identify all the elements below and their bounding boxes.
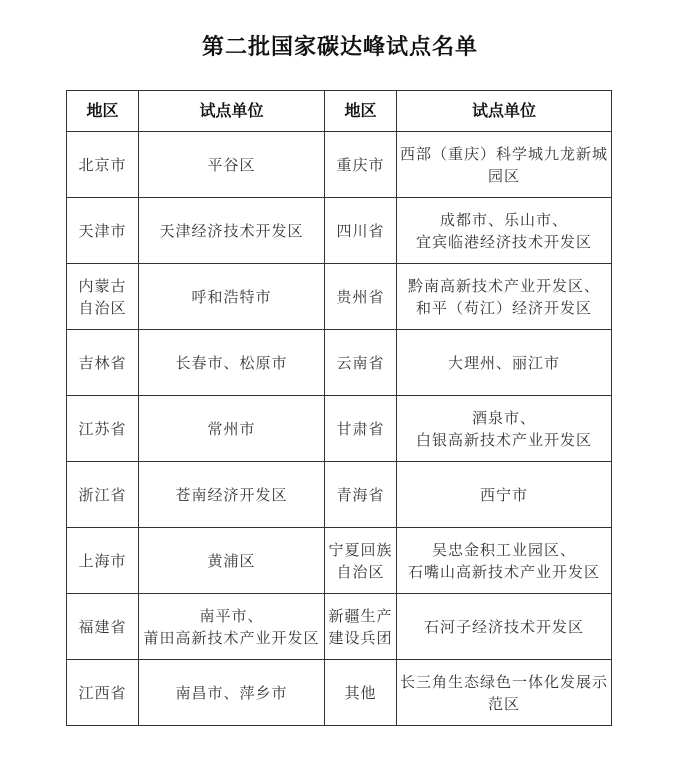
cell-text: 黄浦区 (207, 551, 256, 570)
pilot-unit-cell (139, 660, 325, 726)
region-cell (67, 132, 139, 198)
cell-text: 内蒙古 (78, 276, 127, 295)
header-pilot-unit: 试点单位 (139, 91, 325, 132)
pilot-unit-cell (139, 396, 325, 462)
cell-text: 浙江省 (78, 485, 127, 504)
header-region: 地区 (325, 91, 397, 132)
pilot-unit-cell (139, 198, 325, 264)
cell-text: 石嘴山高新技术产业开发区 (407, 562, 600, 581)
cell-text: 酒泉市、 (471, 408, 536, 427)
cell-text: 上海市 (78, 551, 127, 570)
pilot-unit-cell (139, 264, 325, 330)
pilot-unit-cell (397, 330, 612, 396)
pilot-unit-cell (139, 528, 325, 594)
cell-text: 和平（苟江）经济开发区 (415, 298, 592, 317)
region-cell (325, 330, 397, 396)
cell-text: 长春市、松原市 (175, 353, 288, 372)
cell-text: 天津市 (78, 221, 127, 240)
cell-text: 吉林省 (78, 353, 127, 372)
region-cell (325, 132, 397, 198)
cell-text: 白银高新技术产业开发区 (415, 430, 592, 449)
cell-text: 大理州、丽江市 (447, 353, 560, 372)
pilot-unit-cell (397, 528, 612, 594)
cell-text: 自治区 (336, 562, 385, 581)
pilot-unit-cell (397, 264, 612, 330)
region-cell (67, 594, 139, 660)
cell-text: 贵州省 (336, 287, 385, 306)
pilot-unit-cell (139, 330, 325, 396)
region-cell (67, 528, 139, 594)
region-cell (67, 462, 139, 528)
cell-text: 平谷区 (207, 155, 256, 174)
table-row (67, 264, 612, 330)
cell-text: 自治区 (78, 298, 127, 317)
pilot-unit-cell (139, 462, 325, 528)
pilot-list-table (66, 90, 612, 726)
region-cell (67, 264, 139, 330)
cell-text: 甘肃省 (336, 419, 385, 438)
cell-text: 天津经济技术开发区 (159, 221, 304, 240)
cell-text: 江苏省 (78, 419, 127, 438)
pilot-unit-cell (397, 396, 612, 462)
region-cell (325, 198, 397, 264)
pilot-unit-cell (397, 594, 612, 660)
table-row (67, 198, 612, 264)
cell-text: 宁夏回族 (328, 540, 393, 559)
cell-text: 西宁市 (479, 485, 528, 504)
cell-text: 常州市 (207, 419, 256, 438)
table-header-row (67, 91, 612, 132)
cell-text: 呼和浩特市 (191, 287, 272, 306)
pilot-unit-cell (139, 132, 325, 198)
region-cell (325, 660, 397, 726)
cell-text: 其他 (344, 683, 377, 702)
cell-text: 苍南经济开发区 (175, 485, 288, 504)
header-pilot-unit: 试点单位 (397, 91, 612, 132)
cell-text: 黔南高新技术产业开发区、 (407, 276, 600, 295)
document-title: 第二批国家碳达峰试点名单 (201, 35, 478, 60)
pilot-unit-cell (139, 594, 325, 660)
cell-text: 长三角生态绿色一体化发展示范区 (399, 672, 608, 713)
region-cell (325, 594, 397, 660)
cell-text: 成都市、乐山市、 (439, 210, 568, 229)
header-region: 地区 (67, 91, 139, 132)
pilot-unit-cell (397, 132, 612, 198)
pilot-unit-cell (397, 660, 612, 726)
cell-text: 吴忠金积工业园区、 (431, 540, 576, 559)
region-cell (67, 330, 139, 396)
cell-text: 宜宾临港经济技术开发区 (415, 232, 592, 251)
region-cell (325, 396, 397, 462)
region-cell (67, 660, 139, 726)
pilot-unit-cell (397, 462, 612, 528)
table-row (67, 396, 612, 462)
cell-text: 福建省 (78, 617, 127, 636)
cell-text: 建设兵团 (328, 628, 393, 647)
cell-text: 四川省 (336, 221, 385, 240)
region-cell (67, 396, 139, 462)
cell-text: 石河子经济技术开发区 (423, 617, 584, 636)
cell-text: 重庆市 (336, 155, 385, 174)
table-row (67, 330, 612, 396)
region-cell (325, 462, 397, 528)
cell-text: 云南省 (336, 353, 385, 372)
region-cell (325, 264, 397, 330)
pilot-unit-cell (397, 198, 612, 264)
cell-text: 青海省 (336, 485, 385, 504)
cell-text: 新疆生产 (328, 606, 393, 625)
cell-text: 江西省 (78, 683, 127, 702)
table-row (67, 594, 612, 660)
table-row (67, 528, 612, 594)
region-cell (67, 198, 139, 264)
region-cell (325, 528, 397, 594)
table-row (67, 132, 612, 198)
table-row (67, 462, 612, 528)
table-row (67, 660, 612, 726)
cell-text: 北京市 (78, 155, 127, 174)
cell-text: 莆田高新技术产业开发区 (143, 628, 320, 647)
cell-text: 南昌市、萍乡市 (175, 683, 288, 702)
cell-text: 西部（重庆）科学城九龙新城园区 (399, 144, 608, 185)
cell-text: 南平市、 (199, 606, 264, 625)
